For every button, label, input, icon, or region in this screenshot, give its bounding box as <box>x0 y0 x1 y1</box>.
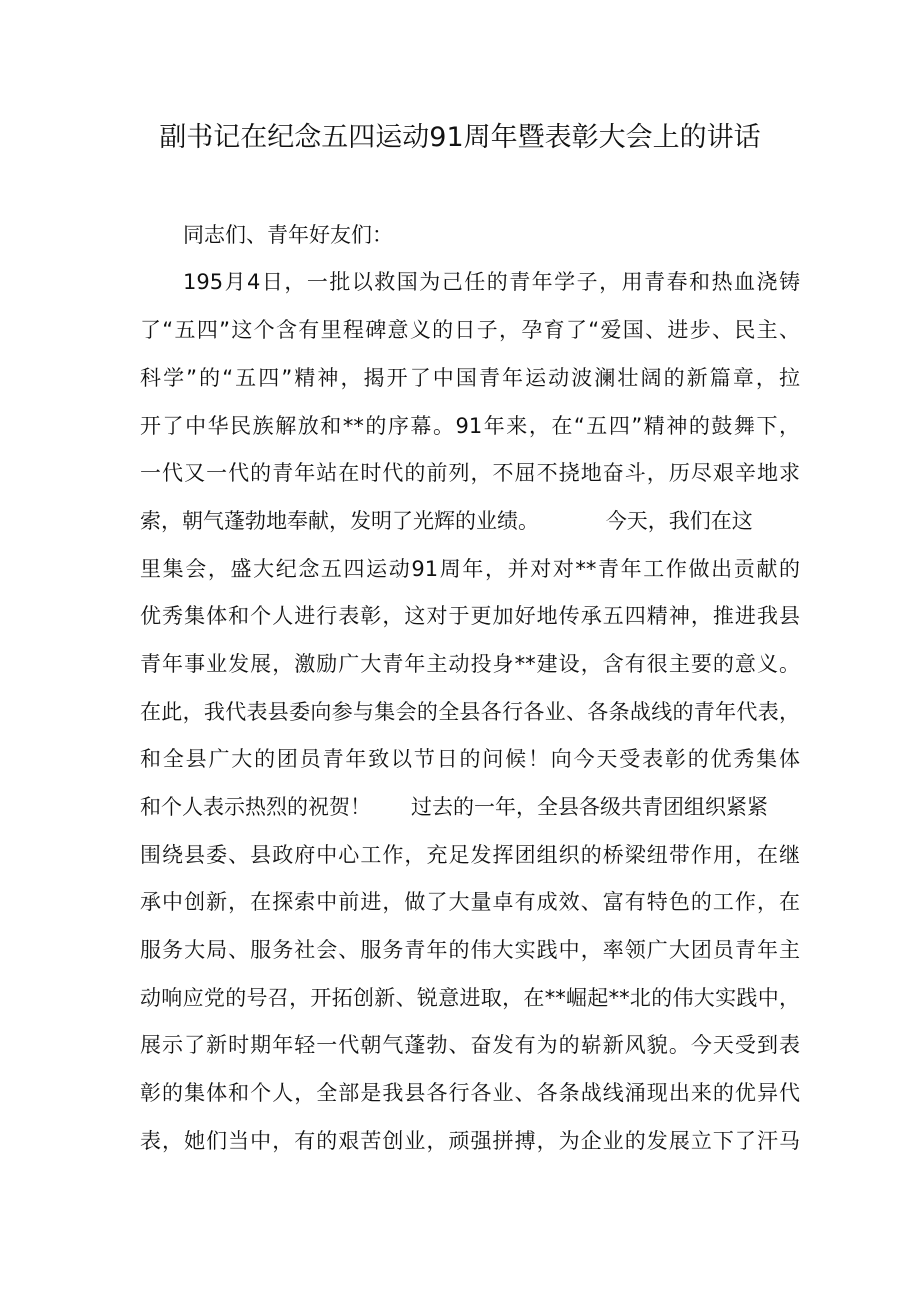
body-line: 和个人表示热烈的祝贺！ 过去的一年，全县各级共青团组织紧紧 <box>140 795 769 819</box>
body-line: 一代又一代的青年站在时代的前列，不屈不挠地奋斗，历尽艰辛地求 <box>140 461 800 485</box>
body-line: 动响应党的号召，开拓创新、锐意进取，在**崛起**北的伟大实践中， <box>140 986 800 1010</box>
body-line: 科学”的“五四”精神，揭开了中国青年运动波澜壮阔的新篇章，拉 <box>140 366 800 390</box>
body-line: 青年事业发展，激励广大青年主动投身**建设，含有很主要的意义。 <box>140 652 800 676</box>
salutation: 同志们、青年好友们： <box>183 223 393 247</box>
body-line: 围绕县委、县政府中心工作，充足发挥团组织的桥梁纽带作用，在继 <box>140 843 800 867</box>
body-line: 展示了新时期年轻一代朝气蓬勃、奋发有为的崭新风貌。今天受到表 <box>140 1033 800 1057</box>
body-line: 彰的集体和个人，全部是我县各行各业、各条战线涌现出来的优异代 <box>140 1081 800 1105</box>
body-line: 索，朝气蓬勃地奉献，发明了光辉的业绩。 今天，我们在这 <box>140 509 753 533</box>
body-line: 表，她们当中，有的艰苦创业，顽强拼搏，为企业的发展立下了汗马 <box>140 1129 800 1153</box>
body-line: 里集会，盛大纪念五四运动91周年，并对对**青年工作做出贡献的 <box>140 557 800 581</box>
body-line: 服务大局、服务社会、服务青年的伟大实践中，率领广大团员青年主 <box>140 938 800 962</box>
body-line: 了“五四”这个含有里程碑意义的日子，孕育了“爱国、进步、民主、 <box>140 318 800 342</box>
body-line: 开了中华民族解放和**的序幕。91年来，在“五四”精神的鼓舞下， <box>140 414 800 438</box>
body-line: 195月4日，一批以救国为己任的青年学子，用青春和热血浇铸 <box>183 270 800 294</box>
body-line: 和全县广大的团员青年致以节日的问候！向今天受表彰的优秀集体 <box>140 747 800 771</box>
body-line: 在此，我代表县委向参与集会的全县各行各业、各条战线的青年代表， <box>140 700 800 724</box>
document-title: 副书记在纪念五四运动91周年暨表彰大会上的讲话 <box>159 122 761 153</box>
body-line: 优秀集体和个人进行表彰，这对于更加好地传承五四精神，推进我县 <box>140 604 800 628</box>
body-line: 承中创新，在探索中前进，做了大量卓有成效、富有特色的工作，在 <box>140 890 800 914</box>
